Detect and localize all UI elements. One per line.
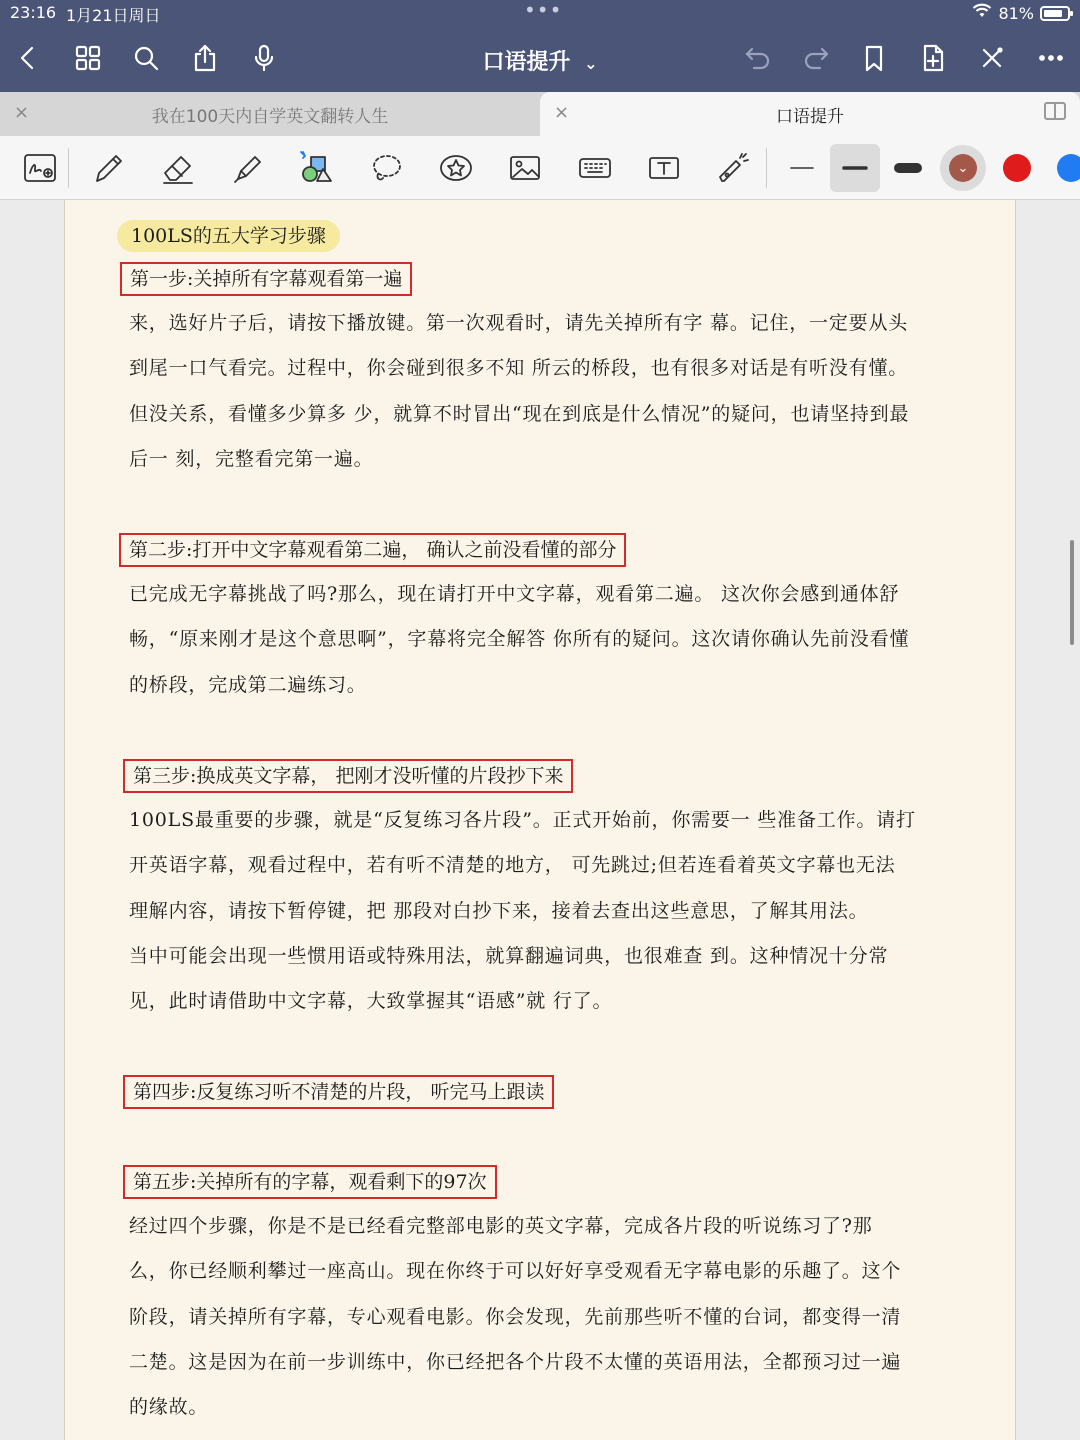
paragraph-line: 经过四个步骤，你是不是已经看完整部电影的英文字幕，完成各片段的听说练习了?那 [129,1215,873,1237]
battery-level [1044,10,1062,17]
wifi-icon [972,3,992,23]
paragraph-line: 100LS最重要的步骤，就是“反复练习各片段”。正式开始前，你需要一 些准备工作。请打 [129,809,916,831]
split-view-icon[interactable] [1044,102,1066,120]
stroke-thin-button[interactable] [778,144,826,192]
tab-bar [0,92,1080,136]
highlighter-icon[interactable] [224,144,272,192]
add-page-icon[interactable] [915,40,951,76]
tab-active[interactable] [540,92,1080,136]
color-picker-button[interactable] [940,145,986,191]
drawing-toolbar [0,136,1080,200]
lasso-handwriting-icon[interactable] [16,144,64,192]
document-title[interactable]: 口语提升 [482,50,571,75]
search-icon[interactable] [128,40,164,76]
share-icon[interactable] [187,40,223,76]
paragraph-line: 的桥段，完成第二遍练习。 [129,673,367,696]
step-title: 第一步:关掉所有字幕观看第一遍 [120,262,412,296]
step-paragraph [129,572,989,708]
status-right [972,3,1070,23]
image-icon[interactable] [501,144,549,192]
step-title: 第五步:关掉所有的字幕，观看剩下的97次 [123,1165,497,1199]
stroke-thick-button[interactable] [884,144,932,192]
color-swatch-brown[interactable]: ⌄ [949,154,977,182]
shapes-icon[interactable] [292,144,340,192]
tab-close-icon[interactable]: × [14,102,30,123]
toolbar-divider [766,148,767,188]
close-icon[interactable] [974,40,1010,76]
mic-icon[interactable] [246,40,282,76]
document-canvas[interactable] [0,200,1080,1440]
back-icon[interactable] [10,40,46,76]
scrollbar[interactable] [1070,540,1074,645]
step-paragraph [129,1204,989,1430]
document-heading: 100LS的五大学习步骤 [117,220,340,252]
paragraph-line: 当中可能会出现一些惯用语或特殊用法，就算翻遍词典，也很难查 到。这种情况十分常 [129,944,889,967]
grid-icon[interactable] [70,40,106,76]
status-date: 1月21日周日 [66,6,161,25]
more-icon[interactable] [1033,40,1069,76]
toolbar-divider [68,148,69,188]
battery-icon [1040,6,1070,21]
laser-pointer-icon[interactable] [709,144,757,192]
paragraph-line: 到尾一口气看完。过程中，你会碰到很多不知 所云的桥段，也有很多对话是有听没有懂。 [129,357,909,380]
paragraph-line: 么，你已经顺利攀过一座高山。现在你终于可以好好享受观看无字幕电影的乐趣了。这个 [129,1260,902,1283]
tab-close-icon[interactable]: × [554,102,570,123]
redo-icon[interactable] [798,40,834,76]
eraser-icon[interactable] [154,144,202,192]
paragraph-line: 来，选好片子后，请按下播放键。第一次观看时，请先关掉所有字 幕。记住，一定要从头 [129,312,909,334]
paragraph-line: 理解内容，请按下暂停键，把 那段对白抄下来，接着去查出这些意思，了解其用法。 [129,899,869,922]
step-title: 第二步:打开中文字幕观看第二遍， 确认之前没看懂的部分 [119,533,626,567]
paragraph-line: 畅，“原来刚才是这个意思啊”，字幕将完全解答 你所有的疑问。这次请你确认先前没看懂 [129,628,910,651]
status-time: 23:16 [10,3,57,22]
tab-label: 口语提升 [776,106,844,127]
paragraph-line: 开英语字幕，观看过程中，若有听不清楚的地方， 可先跳过;但若连看着英文字幕也无法 [129,854,896,877]
paragraph-line: 的缘故。 [129,1396,209,1419]
keyboard-icon[interactable] [571,144,619,192]
chevron-down-icon[interactable]: ⌄ [584,54,598,73]
tab-inactive[interactable] [0,92,540,136]
tab-label: 我在100天内自学英文翻转人生 [151,106,389,127]
document-page[interactable] [64,200,1016,1440]
color-swatch-blue[interactable] [1057,154,1080,182]
color-swatch-red[interactable] [1003,154,1031,182]
undo-icon[interactable] [740,40,776,76]
battery-percent: 81% [998,3,1034,23]
stroke-medium-button[interactable] [830,144,880,192]
text-icon[interactable] [640,144,688,192]
paragraph-line: 见，此时请借助中文字幕，大致掌握其“语感”就 行了。 [129,990,613,1013]
step-title: 第三步:换成英文字幕， 把刚才没听懂的片段抄下来 [123,759,573,793]
paragraph-line: 二楚。这是因为在前一步训练中，你已经把各个片段不太懂的英语用法，全都预习过一遍 [129,1350,902,1373]
step-title: 第四步:反复练习听不清楚的片段， 听完马上跟读 [123,1075,554,1109]
step-paragraph [129,301,989,482]
paragraph-line: 已完成无字幕挑战了吗?那么，现在请打开中文字幕，观看第二遍。 这次你会感到通体舒 [129,583,900,605]
paragraph-line: 后一 刻，完整看完第一遍。 [129,447,374,470]
top-bar [0,0,1080,92]
lasso-icon[interactable] [362,144,410,192]
bookmark-icon[interactable] [856,40,892,76]
paragraph-line: 但没关系，看懂多少算多 少，就算不时冒出“现在到底是什么情况”的疑问，也请坚持到最 [129,402,910,425]
pen-icon[interactable] [84,144,132,192]
step-paragraph [129,798,989,1024]
multitasking-dots[interactable]: ••• [524,0,563,22]
sticker-icon[interactable] [432,144,480,192]
paragraph-line: 阶段，请关掉所有字幕，专心观看电影。你会发现，先前那些听不懂的台词，都变得一清 [129,1305,902,1328]
